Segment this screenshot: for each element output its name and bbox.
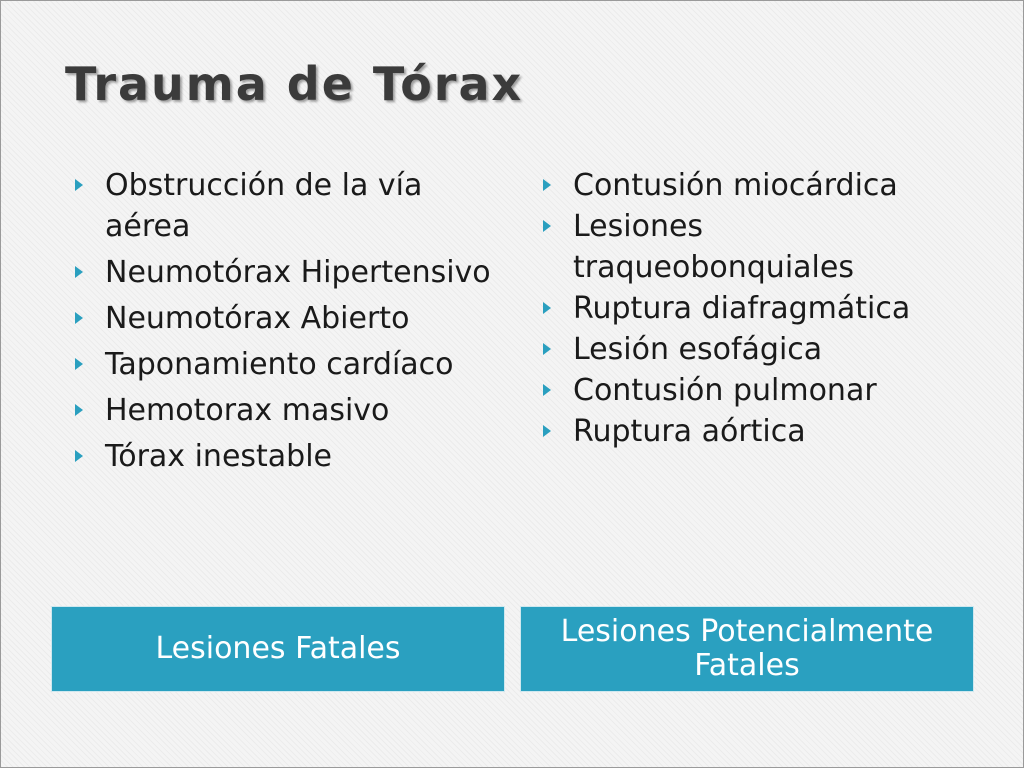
list-item-text: Contusión pulmonar — [573, 373, 877, 408]
list-item-text: Tórax inestable — [105, 439, 333, 474]
list-item — [543, 206, 983, 288]
list-item — [543, 288, 983, 329]
list-item — [75, 298, 505, 339]
triangle-bullet-icon — [543, 179, 551, 191]
list-item-text: Taponamiento cardíaco — [105, 347, 454, 382]
triangle-bullet-icon — [75, 358, 83, 370]
potentially-fatal-injuries-list — [543, 165, 983, 452]
list-item-text: Hemotorax masivo — [105, 393, 390, 428]
triangle-bullet-icon — [75, 450, 83, 462]
list-item — [543, 165, 983, 206]
list-item-text: Ruptura diafragmática — [573, 291, 911, 326]
triangle-bullet-icon — [543, 343, 551, 355]
list-item — [543, 370, 983, 411]
triangle-bullet-icon — [543, 425, 551, 437]
fatal-injuries-label: Lesiones Fatales — [155, 631, 401, 666]
list-item — [75, 390, 505, 431]
list-item-text: Obstrucción de la vía aérea — [105, 168, 423, 244]
triangle-bullet-icon — [75, 266, 83, 278]
potentially-fatal-label-box — [520, 606, 974, 692]
potentially-fatal-label: Lesiones Potencialmente Fatales — [560, 614, 934, 683]
triangle-bullet-icon — [75, 179, 83, 191]
list-item-text: Lesión esofágica — [573, 332, 823, 367]
list-item-text: Contusión miocárdica — [573, 168, 898, 203]
list-item-text: Neumotórax Hipertensivo — [105, 255, 491, 290]
list-item-text: Ruptura aórtica — [573, 414, 806, 449]
list-item-text: Lesiones traqueobonquiales — [573, 209, 854, 285]
list-item — [75, 344, 505, 385]
list-item — [543, 329, 983, 370]
fatal-injuries-label-box — [51, 606, 505, 692]
triangle-bullet-icon — [75, 312, 83, 324]
list-item — [75, 252, 505, 293]
fatal-injuries-list — [75, 165, 505, 482]
triangle-bullet-icon — [543, 384, 551, 396]
triangle-bullet-icon — [543, 220, 551, 232]
triangle-bullet-icon — [75, 404, 83, 416]
triangle-bullet-icon — [543, 302, 551, 314]
list-item — [75, 165, 505, 247]
list-item — [75, 436, 505, 477]
slide-title: Trauma de Tórax — [65, 57, 524, 111]
list-item — [543, 411, 983, 452]
list-item-text: Neumotórax Abierto — [105, 301, 410, 336]
